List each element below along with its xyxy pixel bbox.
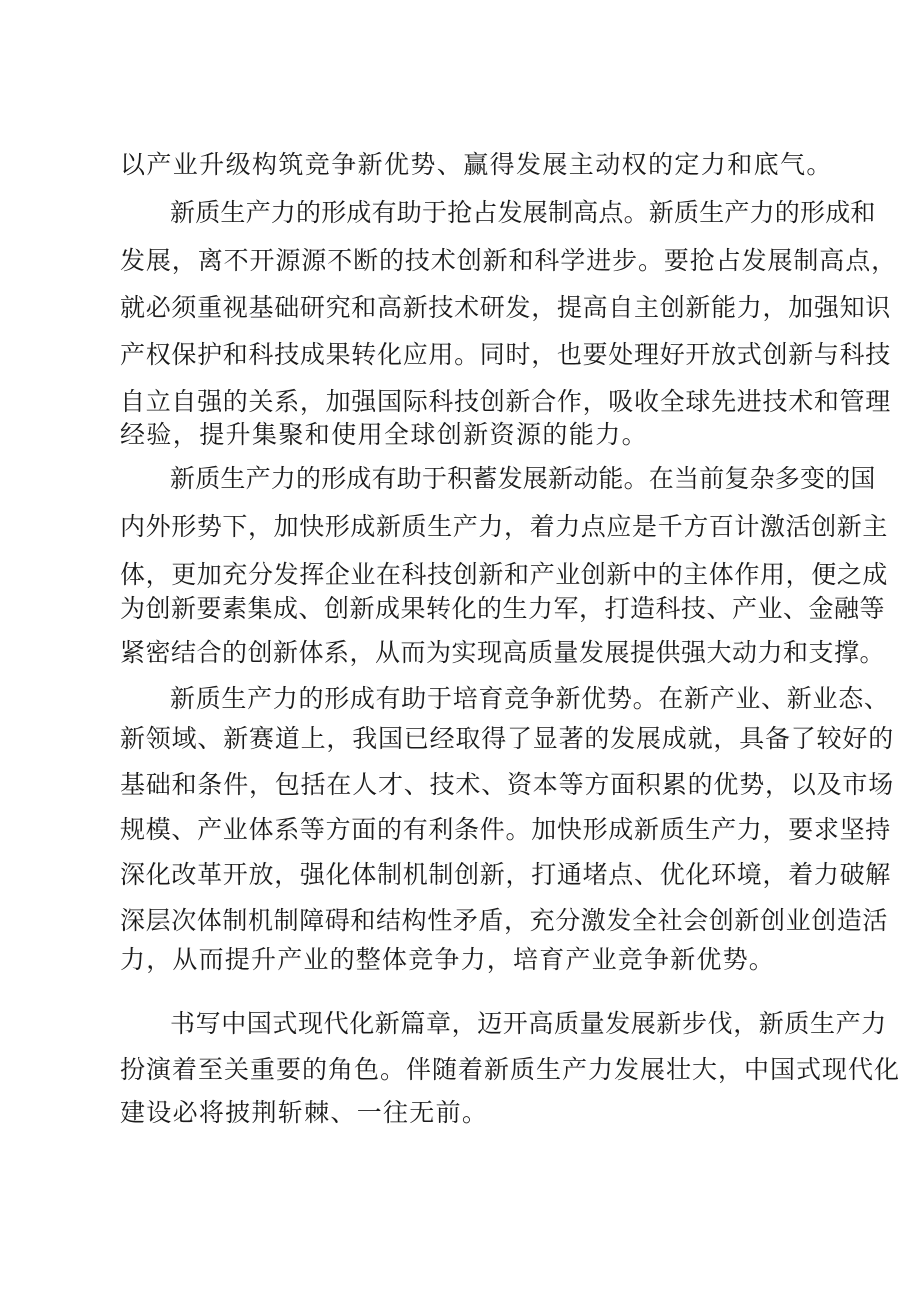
text-line: 新质生产力的形成有助于积蓄发展新动能。在当前复杂多变的国: [170, 464, 876, 493]
text-line: 新领域、新赛道上，我国已经取得了显著的发展成就，具备了较好的: [120, 724, 895, 753]
text-line: 内外形势下，加快形成新质生产力，着力点应是千方百计激活创新主: [120, 512, 889, 541]
text-line: 基础和条件，包括在人才、技术、资本等方面积累的优势，以及市场: [120, 770, 895, 799]
text-line: 紧密结合的创新体系，从而为实现高质量发展提供强大动力和支撑。: [120, 638, 886, 667]
text-line: 发展，离不开源源不断的技术创新和科学进步。要抢占发展制高点，: [120, 246, 898, 275]
text-line: 扮演着至关重要的角色。伴随着新质生产力发展壮大，中国式现代化: [120, 1055, 901, 1084]
text-line: 体，更加充分发挥企业在科技创新和产业创新中的主体作用，便之成: [120, 560, 889, 589]
text-line: 为创新要素集成、创新成果转化的生力军，打造科技、产业、金融等: [120, 594, 886, 623]
text-line: 新质生产力的形成有助于抢占发展制高点。新质生产力的形成和: [170, 198, 876, 227]
text-line: 建设必将披荆斩棘、一往无前。: [120, 1098, 489, 1127]
text-line: 规模、产业体系等方面的有利条件。加快形成新质生产力，要求坚持: [120, 815, 892, 844]
text-line: 以产业升级构筑竞争新优势、赢得发展主动权的定力和底气。: [120, 150, 833, 179]
text-line: 深化改革开放，强化体制机制创新，打通堵点、优化环境，着力破解: [120, 860, 892, 889]
text-line: 新质生产力的形成有助于培育竞争新优势。在新产业、新业态、: [170, 684, 890, 713]
text-line: 经验，提升集聚和使用全球创新资源的能力。: [120, 420, 649, 449]
text-line: 就必须重视基础研究和高新技术研发，提高自主创新能力，加强知识: [120, 293, 892, 322]
text-line: 力，从而提升产业的整体竞争力，培育产业竞争新优势。: [120, 945, 776, 974]
text-line: 深层次体制机制障碍和结构性矛盾，充分激发全社会创新创业创造活: [120, 906, 889, 935]
text-line: 自立自强的关系，加强国际科技创新合作，吸收全球先进技术和管理: [120, 387, 892, 416]
text-line: 书写中国式现代化新篇章，迈开高质量发展新步伐，新质生产力: [170, 1009, 887, 1038]
text-line: 产权保护和科技成果转化应用。同时，也要处理好开放式创新与科技: [120, 340, 892, 369]
